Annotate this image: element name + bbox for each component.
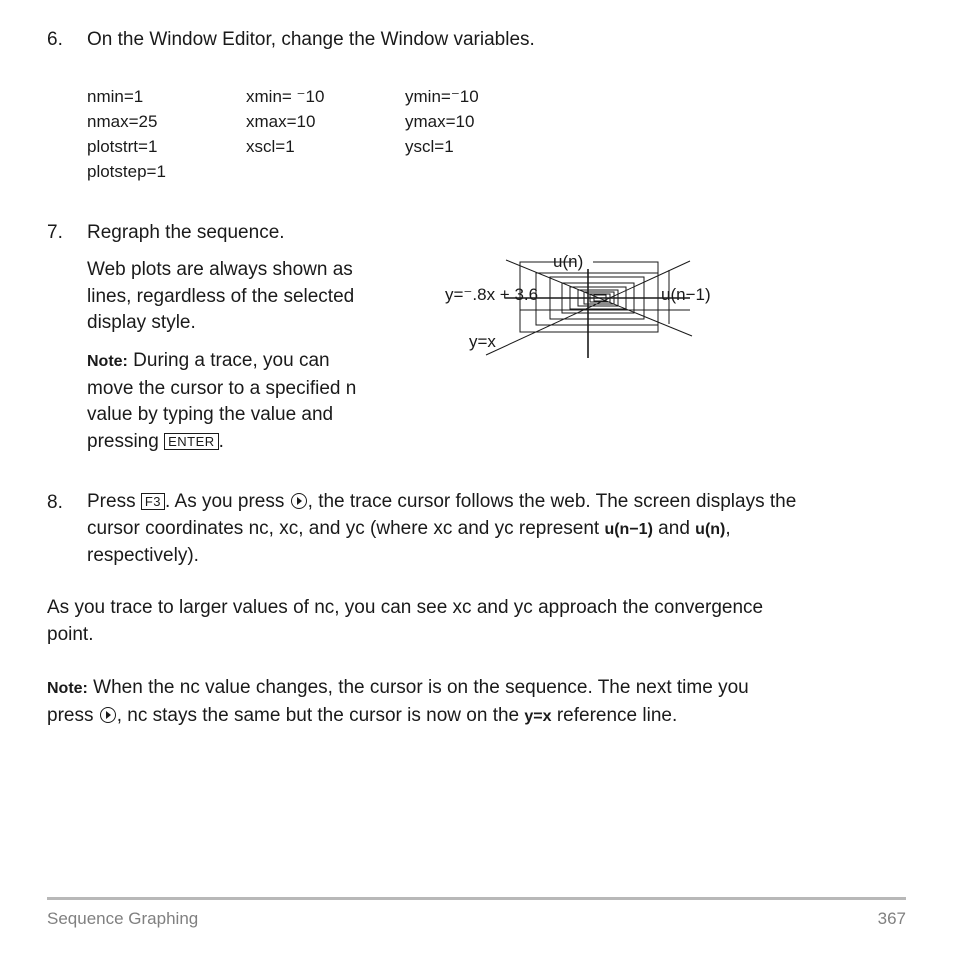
step-8-text-part: Press	[87, 491, 141, 512]
note-text: value by typing the value and	[87, 404, 334, 425]
footer-page-number: 367	[877, 909, 906, 928]
f3-key: F3	[141, 493, 165, 510]
window-var: xmax=10	[246, 112, 316, 131]
step-8-text-part: ,	[725, 517, 731, 539]
note-label: Note:	[47, 680, 88, 697]
window-var: xscl=1	[246, 137, 295, 156]
body-line: display style.	[87, 312, 196, 333]
paragraph-line: As you trace to larger values of nc, you can see xc and yc approach the convergence	[47, 597, 764, 618]
step-8-text-part: cursor coordinates nc, xc, and yc (where xc and yc represent	[87, 517, 605, 539]
paragraph-line: point.	[47, 623, 94, 645]
trace-paragraph	[47, 595, 907, 648]
step-8-number: 8.	[47, 492, 63, 513]
label-u-n: u(n)	[553, 252, 584, 271]
window-var: ymin=⁻10	[405, 87, 479, 106]
step-8-text-part: respectively).	[87, 545, 199, 566]
window-var: nmax=25	[87, 112, 158, 131]
footer-section-title: Sequence Graphing	[47, 909, 199, 928]
window-var: ymax=10	[405, 112, 475, 131]
right-arrow-key-icon	[291, 493, 307, 509]
window-var: yscl=1	[405, 137, 454, 156]
step-8-text	[87, 489, 917, 570]
step-8-text-part: and	[652, 517, 696, 539]
step-8-text-part: . As you press	[165, 491, 290, 512]
note-text: During a trace, you can	[127, 350, 330, 371]
note-text: move the cursor to a specified n	[87, 377, 357, 399]
label-decreasing-line: y=⁻.8x + 3.6	[445, 285, 539, 304]
note-text: .	[218, 430, 224, 452]
step-7-text: Regraph the sequence.	[87, 222, 285, 243]
right-arrow-key-icon	[100, 707, 116, 723]
note-text: press	[47, 704, 99, 726]
window-vars-col1	[87, 84, 166, 184]
note-text: reference line.	[551, 704, 678, 726]
note-text: , nc stays the same but the cursor is now on the	[116, 704, 525, 726]
note-text: pressing	[87, 430, 165, 452]
body-line: lines, regardless of the selected	[87, 285, 355, 307]
step-8-text-part: , the trace cursor follows the web. The screen displays the	[307, 491, 797, 512]
note-label: Note:	[87, 353, 128, 370]
window-var: plotstrt=1	[87, 137, 158, 156]
window-var: xmin= ⁻10	[246, 87, 325, 106]
note-text: When the nc value changes, the cursor is on the sequence. The next time you	[87, 677, 749, 698]
body-line: Web plots are always shown as	[87, 259, 353, 280]
window-vars-col3	[405, 84, 479, 159]
label-u-n-minus-1: u(n−1)	[661, 285, 711, 304]
window-var: plotstep=1	[87, 162, 166, 181]
web-plot-graph	[440, 245, 730, 365]
step-6-text: On the Window Editor, change the Window variables.	[87, 29, 535, 50]
term-u-n: u(n)	[695, 520, 726, 538]
web-rect	[536, 273, 658, 325]
enter-key: ENTER	[164, 433, 219, 450]
step-6-number: 6.	[47, 29, 63, 50]
footer-divider	[47, 897, 906, 900]
step-7-note	[87, 348, 417, 455]
window-vars-col2	[246, 84, 324, 159]
bottom-note	[47, 675, 907, 730]
window-var: nmin=1	[87, 87, 144, 106]
step-7-body	[87, 257, 417, 337]
step-7-number: 7.	[47, 222, 63, 243]
label-y-equals-x: y=x	[469, 332, 496, 351]
term-u-n-minus-1: u(n−1)	[604, 520, 653, 538]
term-y-equals-x: y=x	[524, 707, 552, 725]
web-plot-lines	[486, 255, 692, 358]
